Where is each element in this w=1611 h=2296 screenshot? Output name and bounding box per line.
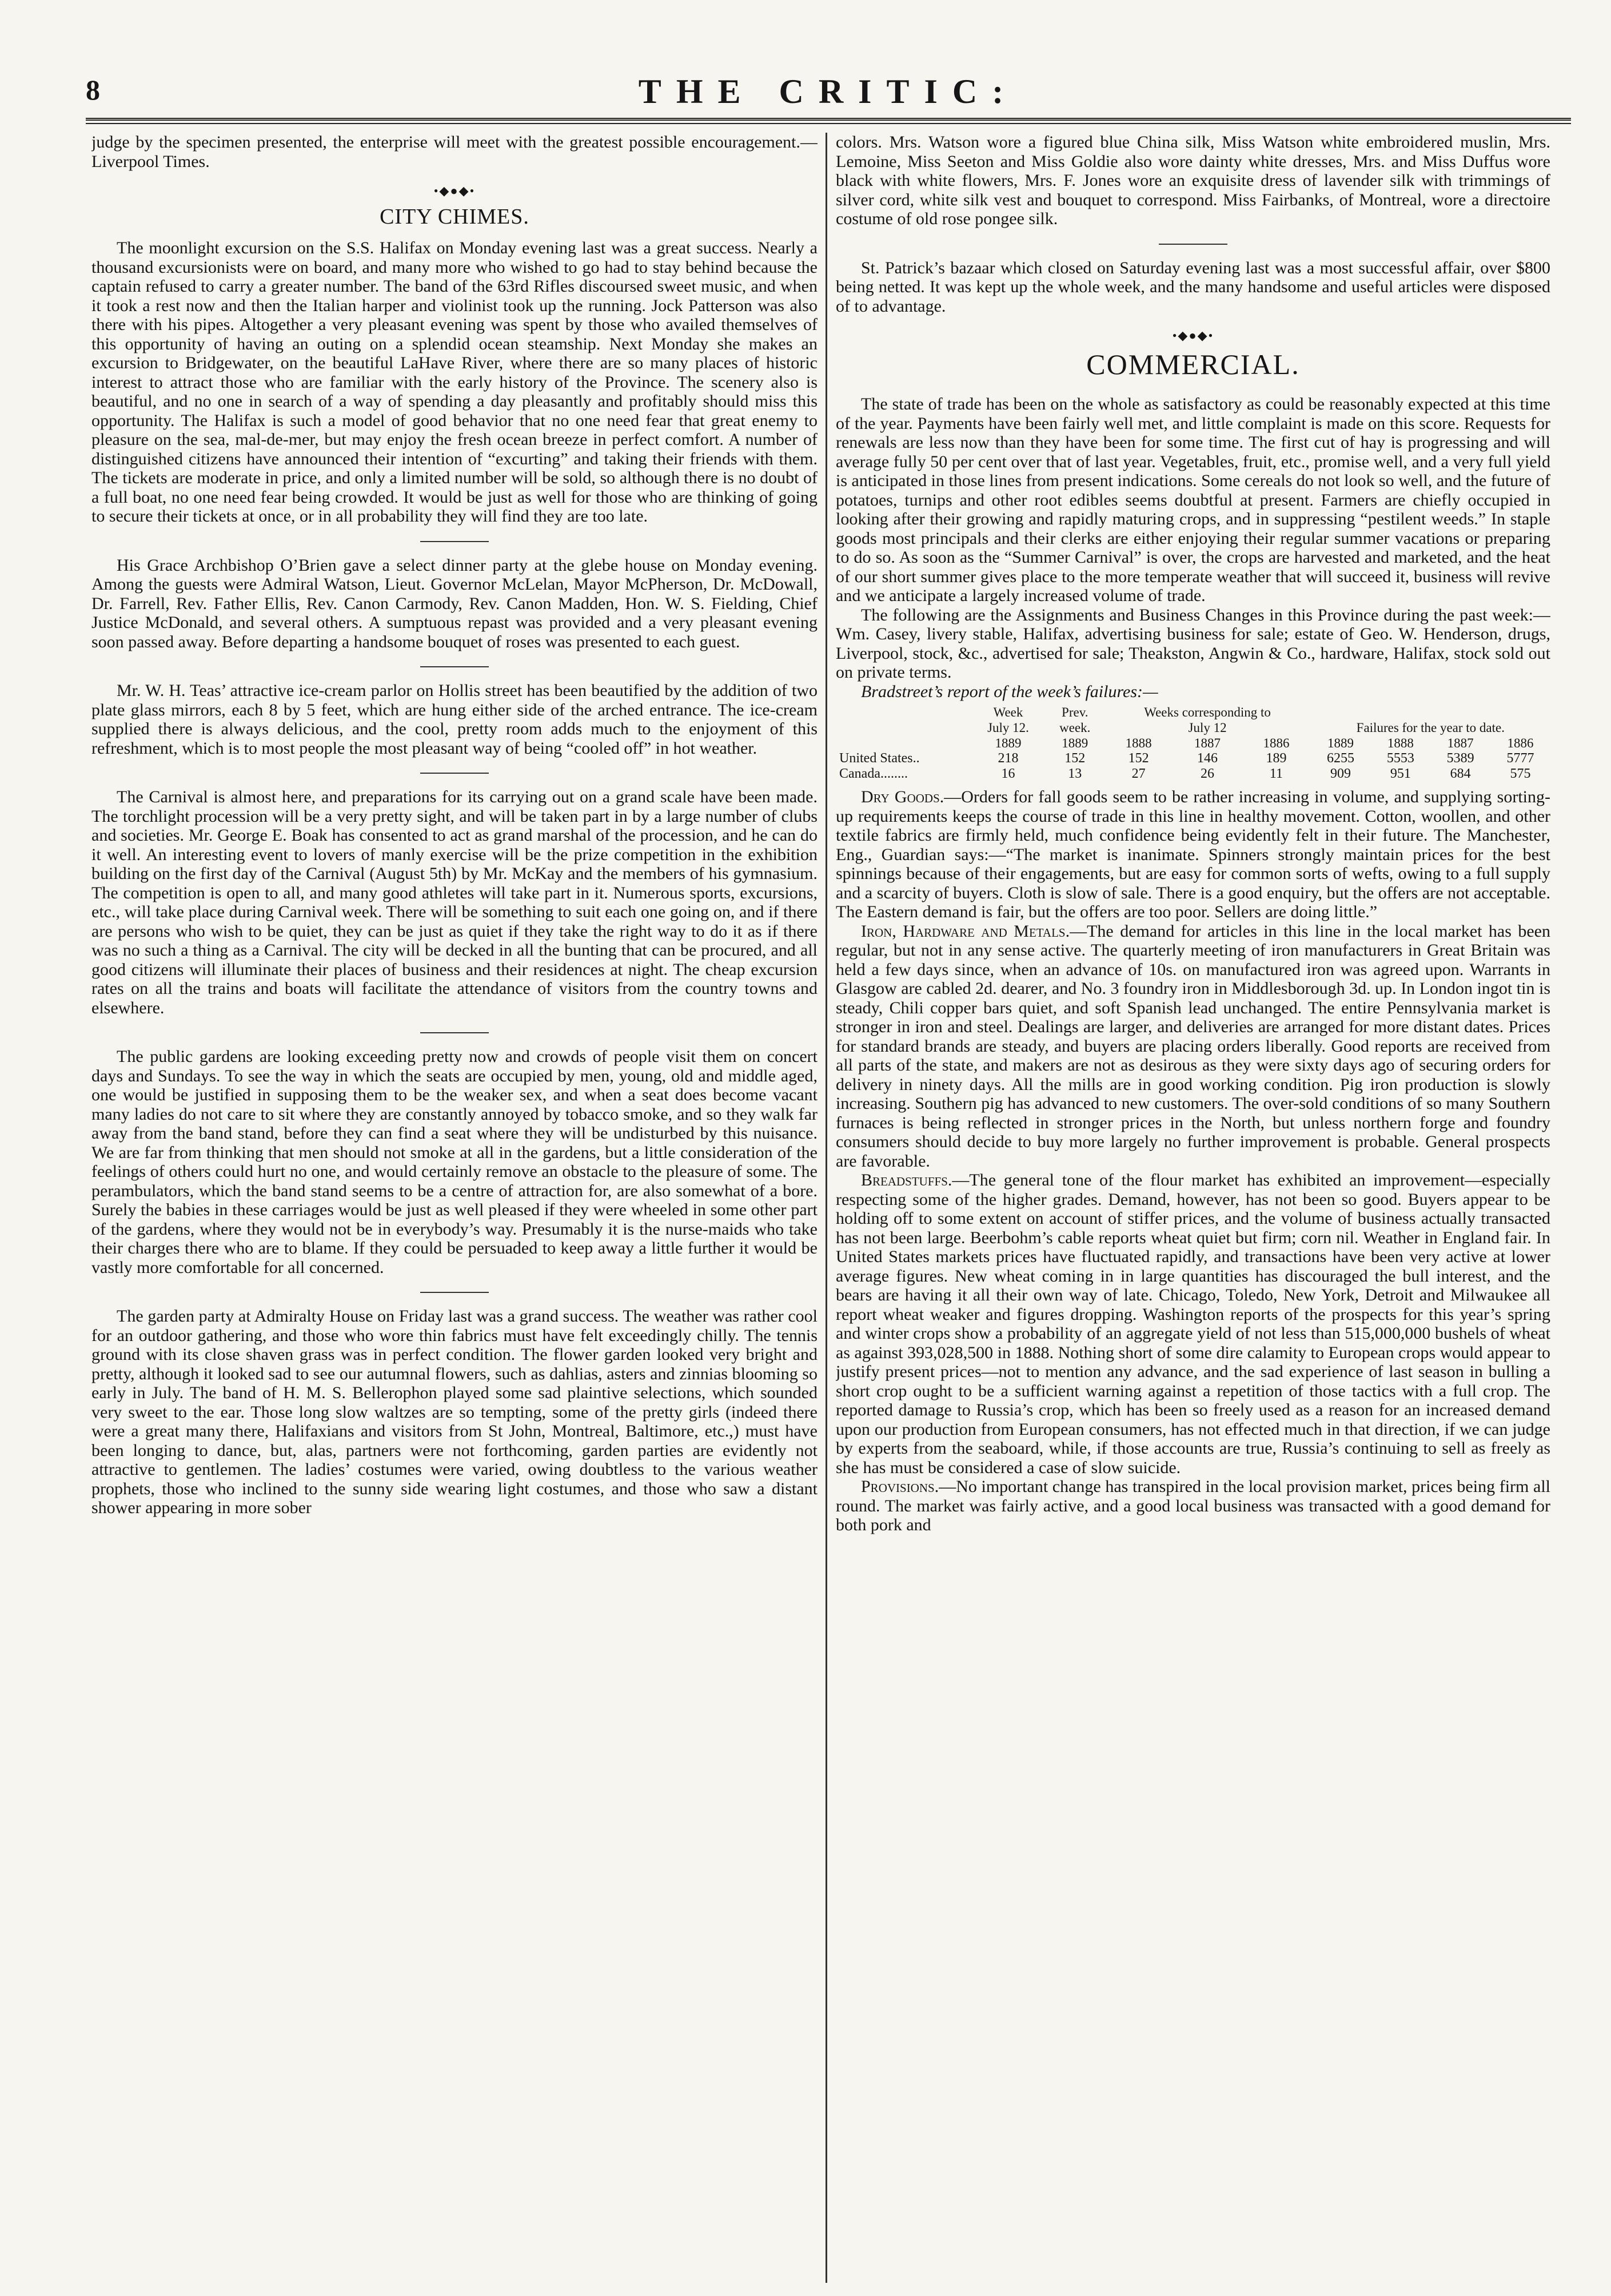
table-cell: 13 (1068, 766, 1082, 781)
table-cell: 909 (1330, 766, 1351, 781)
separator-rule (420, 541, 489, 542)
table-header-cell: Prev. (1062, 705, 1088, 719)
article-paragraph: The garden party at Admiralty House on Friday last was a grand success. The weather was rather cool for an outdoor gathering, and those who wore thin fabrics must have felt exceedingly chilly. The tennis ground with its close shaven grass was in perfect condition. The flower garden looked very bright and pretty, although it looked sad to see our autumnal flowers, such as dahlias, asters and zinnias blooming so early in July. The band of H. M. S. Bellerophon played some sad plaintive selections, which sounded very sweet to the ear. Those long slow waltzes are so tempting, some of the pretty girls (indeed there were a great many there, Halifaxians and visitors from St John, Montreal, Baltimore, etc.,) must have been longing to dance, but, alas, partners were not forthcoming, garden parties are evidently not attractive to gentlemen. The ladies’ costumes were varied, owing doubtless to the various weather prophets, those who inclined to the sunny side wearing light costumes, and those who saw a distant shower appearing in more sober (91, 1307, 818, 1517)
table-cell: 189 (1266, 751, 1287, 766)
ornament-divider: •◆●◆• (433, 184, 476, 198)
newspaper-title: THE CRITIC: (638, 73, 1019, 110)
table-header-cell: 1887 (1447, 736, 1474, 750)
article-paragraph (836, 1171, 1550, 1477)
masthead (86, 67, 1571, 125)
separator-rule (420, 1032, 489, 1033)
ornament-divider: •◆●◆• (1172, 328, 1214, 343)
separator-rule (420, 773, 489, 774)
table-header-cell: 1888 (1387, 736, 1414, 750)
continued-paragraph: colors. Mrs. Watson wore a figured blue China silk, Miss Watson white embroidered muslin, Mrs. Lemoine, Miss Seeton and Miss Goldie also wore dainty white dresses, Mrs. and Miss Duffus wore black with white flowers, Mrs. F. Jones wore an exquisite dress of lavender silk with trimmings of silver cord, white silk vest and bouquet to correspond. Miss Fairbanks, of Montreal, wore a directoire costume of old rose pongee silk. (836, 133, 1550, 228)
table-row-label: United States.. (839, 751, 920, 766)
paragraph-text: —The general tone of the flour market has exhibited an improvement—especially respecting some of the higher grades. Demand, however, has not been so good. Buyers appear to be holding off to some extent on account of stiffer prices, and the volume of business actually transacted has not been large. Beerbohm’s cable reports wheat quiet but firm; corn nil. Weather in England fair. In United States markets prices have fluctuated rapidly, and transactions have been very active at lower average figures. New wheat coming in in large quantities has discouraged the bull interest, and the bears are having it all their own way of late. Chicago, Toledo, New York, Detroit and Milwaukee all report wheat weaker and figures dropping. Washington reports of the prospects for this year’s spring and winter crops show a probability of an aggregate yield of not less than 515,000,000 bushels of wheat as against 393,028,500 in 1888. Nothing short of some dire calamity to European crops would appear to justify present prices—not to mention any advance, and the sad experience of last season in bulling a short crop ought to be a sufficient warning against a repetition of those tactics with a full crop. The reported damage to Russia’s crop, which has been so freely used as a reason for an increased demand upon our production from European consumers, has not effected much in that direction, if we can judge by experts from the seaboard, while, if those accounts are true, Russia’s continuing to sell as freely as she has must be considered a case of slow suicide. (836, 1171, 1550, 1477)
table-cell: 218 (998, 751, 1019, 766)
separator-rule (420, 666, 489, 667)
article-paragraph: The Carnival is almost here, and preparations for its carrying out on a grand scale have been made. The torchlight procession will be a very pretty sight, and will be taken part in by a large number of clubs and societies. Mr. George E. Boak has consented to act as grand marshal of the procession, and he can do it well. An interesting event to lovers of manly exercise will be the prize competition in the exhibition building on the first day of the Carnival (August 5th) by Mr. McKay and the members of his gymnasium. The competition is open to all, and many good athletes will take part in it. Numerous sports, excursions, etc., will take place during Carnival week. There will be something to suit each one going on, and if there are persons who wish to be quiet, they can be just as quiet if they take the right way to do it as if there was no such a thing as a Carnival. The city will be decked in all the bunting that can be procured, and all good citizens will illuminate their places of business and their residences at night. The cheap excursion rates on all the trains and boats will facilitate the attendance of visitors from the country towns and elsewhere. (91, 787, 818, 1017)
table-row-label: Canada........ (839, 766, 908, 781)
article-paragraph: Mr. W. H. Teas’ attractive ice-cream parlor on Hollis street has been beautified by the addition of two plate glass mirrors, each 8 by 5 feet, which are hung either side of the arched entrance. The ice-cream supplied there is always delicious, and the cool, pretty room adds much to the enjoyment of this refreshment, which is to most people the most pleasant way of being “cooled off” in hot weather. (91, 681, 818, 758)
table-header-cell: July 12. (987, 721, 1029, 735)
article-paragraph: St. Patrick’s bazaar which closed on Saturday evening last was a most successful affair, over $800 being netted. It was kept up the whole week, and the many handsome and useful articles were disposed of to advantage. (836, 258, 1550, 316)
article-paragraph (836, 682, 1550, 702)
separator-rule (420, 1292, 489, 1293)
subhead-dry-goods: Dry Goods. (861, 787, 944, 806)
paragraph-text: —Orders for fall goods seem to be rather increasing in volume, and supplying sorting-up requirements keeps the course of trade in this line in healthy movement. Cotton, woollen, and other textile fabrics are firmly held, much confidence being evidently felt in their future. The Manchester, Eng., Guardian says:—“The market is inanimate. Spinners strongly maintain prices for the best spinnings because of their engagements, but are easy for common sorts of wefts, owing to a full supply and a scarcity of buyers. Cloth is slow of sale. There is a good enquiry, but the offers are not acceptable. The Eastern demand is fair, but the offers are too poor. Sellers are doing little.” (836, 787, 1550, 921)
table-header-row (836, 735, 1550, 751)
paragraph-text: —The demand for articles in this line in the local market has been regular, but not in any sense active. The quarterly meeting of iron manufacturers in Great Britain was held a few days since, when an advance of 10s. on manufactured iron was agreed upon. Warrants in Glasgow are cabled 2d. dearer, and No. 3 foundry iron in Middlesborough 3d. up. In London ingot tin is steady, Chili copper bars quiet, and soft Spanish lead unchanged. The entire Pennsylvania market is stronger in iron and steel. Dealings are larger, and deliveries are arranged for more distant dates. Prices for standard brands are steady, and buyers are placing orders liberally. Good reports are received from all parts of the state, and makers are not as desirous as they were sixty days ago of securing orders for delivery in ninety days. All the mills are in good working condition. Pig iron production is slowly increasing. Southern pig has advanced to new customers. The over-sold conditions of so many Southern furnaces is being reflected in stronger prices in the North, but unless northern forge and foundry consumers should decide to buy more largely no further improvement is probable. General prospects are favorable. (836, 921, 1550, 1171)
section-heading-city-chimes: CITY CHIMES. (380, 205, 529, 229)
table-header-row (836, 720, 1550, 735)
subhead-breadstuffs: Breadstuffs. (861, 1171, 952, 1189)
table-header-cell: 1886 (1263, 736, 1290, 750)
separator-rule (1159, 244, 1227, 245)
table-header-cell: 1887 (1194, 736, 1221, 750)
table-cell: 6255 (1327, 751, 1355, 766)
table-header-cell: Weeks corresponding to (1144, 705, 1271, 719)
table-header-cell: week. (1059, 721, 1091, 735)
column-left (91, 133, 818, 2283)
article-paragraph (836, 1477, 1550, 1535)
table-cell: 951 (1390, 766, 1411, 781)
bradstreet-line: Bradstreet’s report of the week’s failures:— (861, 682, 1158, 701)
page-number: 8 (86, 74, 100, 106)
paragraph-text: —No important change has transpired in the local provision market, prices being firm all round. The market was fairly active, and a good local business was transacted with a good demand for both pork and (836, 1477, 1550, 1534)
failures-table (836, 705, 1550, 782)
table-header-row (836, 705, 1550, 720)
table-row (836, 766, 1550, 782)
article-paragraph: His Grace Archbishop O’Brien gave a select dinner party at the glebe house on Monday evening. Among the guests were Admiral Watson, Lieut. Governor McLelan, Mayor McPherson, Dr. McDowall, Dr. Farrell, Rev. Father Ellis, Rev. Canon Carmody, Rev. Canon Madden, Hon. W. S. Fielding, Chief Justice McDonald, and several others. A sumptuous repast was provided and a very pleasant evening soon passed away. Before departing a handsome bouquet of roses was presented to each guest. (91, 555, 818, 651)
subhead-provisions: Provisions. (861, 1477, 939, 1496)
table-cell: 146 (1197, 751, 1218, 766)
table-row (836, 751, 1550, 766)
article-paragraph: The moonlight excursion on the S.S. Halifax on Monday evening last was a great success. Nearly a thousand excursionists were on board, and many more who wished to go had to stay behind because the captain refused to carry a greater number. The band of the 63rd Rifles discoursed sweet music, and when it took a rest now and then the Italian harper and violinist took up the running. Jock Patterson was also there with his pipes. Altogether a very pleasant evening was spent by those who availed themselves of this opportunity of having an outing on a splendid ocean steamship. Next Monday she makes an excursion to Bridgewater, on the beautiful LaHave River, where there are so many places of historic interest to attract those who are familiar with the early history of the Province. The scenery also is beautiful, and no one in search of a way of spending a day pleasantly and profitably should miss this opportunity. The Halifax is such a model of good behavior that no one need fear that great enemy to pleasure on the sea, mal-de-mer, but may enjoy the fresh ocean breeze in perfect comfort. A number of distinguished citizens have announced their intention of “excurting” and taking their friends with them. The tickets are moderate in price, and only a limited number will be sold, so although there is no doubt of a full boat, no one need fear being crowded. It would be just as well for those who are thinking of going to secure their tickets at once, or in all probability they will find they are too late. (91, 238, 818, 526)
article-paragraph: The public gardens are looking exceeding pretty now and crowds of people visit them on concert days and Sundays. To see the way in which the seats are occupied by men, young, old and middle aged, one would be justified in supposing them to be the weaker sex, and when a seat does become vacant many ladies do not care to sit where they are constantly annoyed by tobacco smoke, and so they walk far away from the band stand, before they can find a seat where they will be undisturbed by this nuisance. We are far from thinking that men should not smoke at all in the gardens, but a little consideration of the feelings of others could hurt no one, and would certainly remove an obstacle to the pleasure of some. The perambulators, which the band stand seems to be a centre of attraction for, are also somewhat of a bore. Surely the babies in these carriages would be just as well pleased if they were wheeled in some other part of the gardens, where they would not be in everybody’s way. Presumably it is the nurse-maids who take their charges there who are to blame. If they could be persuaded to keep away a little further it would be vastly more comfortable for all concerned. (91, 1047, 818, 1277)
table-header-cell: July 12 (1188, 721, 1227, 735)
table-cell: 684 (1450, 766, 1471, 781)
table-cell: 575 (1510, 766, 1531, 781)
subhead-iron: Iron, Hardware and Metals. (861, 921, 1070, 941)
continued-paragraph: judge by the specimen presented, the enterprise will meet with the greatest possible encouragement.—Liverpool Times. (91, 133, 818, 171)
table-cell: 5553 (1386, 751, 1414, 766)
table-cell: 152 (1064, 751, 1086, 766)
table-header-cell: 1889 (1327, 736, 1354, 750)
table-header-cell: 1889 (1062, 736, 1088, 750)
table-cell: 152 (1128, 751, 1149, 766)
table-cell: 27 (1131, 766, 1146, 781)
table-cell: 5389 (1446, 751, 1474, 766)
masthead-rule (86, 118, 1571, 124)
table-header-cell: 1888 (1125, 736, 1152, 750)
article-paragraph: The state of trade has been on the whole as satisfactory as could be reasonably expected at this time of the year. Payments have been fairly well met, and little complaint is made on this score. Requests for renewals are less now than they have been for some time. The first cut of hay is progressing and will average fully 50 per cent over that of last year. Vegetables, fruit, etc., promise well, and a very full yield is anticipated in those lines from present indications. Some cereals do not look so well, and the future of potatoes, turnips and other root edibles seems doubtful at present. Farmers are chiefly occupied in looking after their growing and rapidly maturing crops, and in suppressing “pestilent weeds.” In staple goods most principals and their clerks are either enjoying their regular summer vacations or preparing to do so. As soon as the “Summer Carnival” is over, the crops are harvested and marketed, and the heat of our short summer gives place to the more temperate weather that will succeed it, business will revive and we anticipate a largely increased volume of trade. (836, 395, 1550, 605)
table-header-cell: Week (993, 705, 1023, 719)
table-cell: 26 (1201, 766, 1215, 781)
table-header-cell: 1889 (995, 736, 1022, 750)
table-cell: 16 (1001, 766, 1015, 781)
article-paragraph (836, 787, 1550, 922)
section-heading-commercial: COMMERCIAL. (1086, 348, 1300, 380)
table-header-cell: Failures for the year to date. (1356, 721, 1505, 735)
article-paragraph (836, 922, 1550, 1171)
table-header-cell: 1886 (1507, 736, 1534, 750)
column-right (836, 133, 1550, 2283)
table-cell: 11 (1269, 766, 1283, 781)
column-rule (826, 133, 827, 2283)
article-paragraph: The following are the Assignments and Business Changes in this Province during the past week:—Wm. Casey, livery stable, Halifax, advertising business for sale; estate of Geo. W. Henderson, drugs, Liverpool, stock, &c., advertised for sale; Theakston, Angwin & Co., hardware, Halifax, stock sold out on private terms. (836, 605, 1550, 682)
table-cell: 5777 (1506, 751, 1534, 766)
